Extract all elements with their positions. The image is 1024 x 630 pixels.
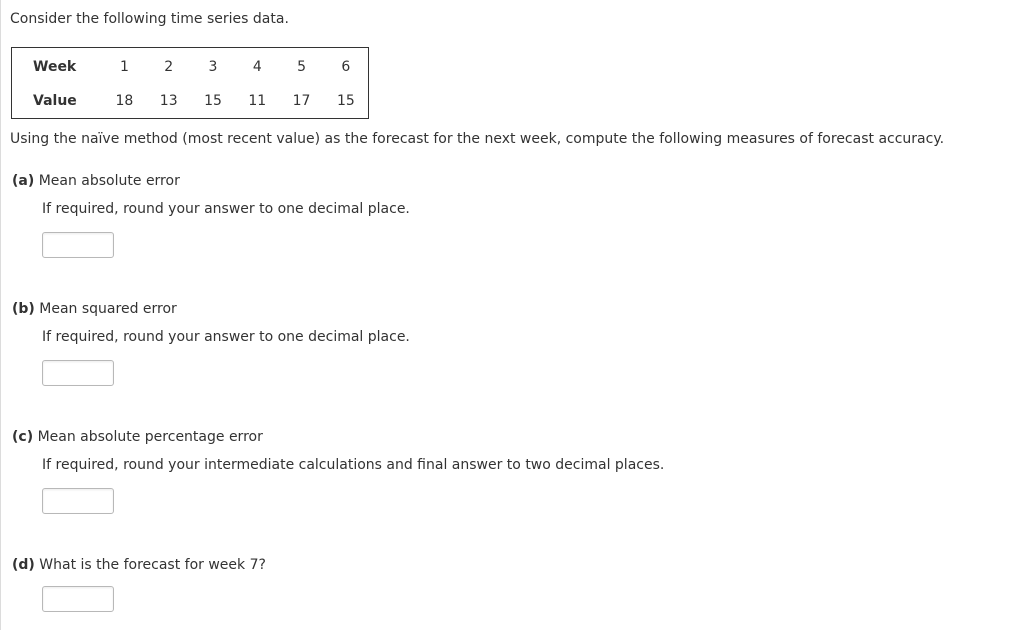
part-d-letter: (d) xyxy=(12,557,35,573)
part-c-label: Mean absolute percentage error xyxy=(37,429,263,445)
week-row xyxy=(12,48,369,85)
part-d-label: What is the forecast for week 7? xyxy=(39,557,266,573)
week-header: Week xyxy=(33,59,77,75)
value-cell: 17 xyxy=(292,93,311,109)
value-cell: 15 xyxy=(204,93,222,109)
value-header: Value xyxy=(33,93,77,109)
part-d xyxy=(12,557,266,573)
instructions-text: Using the naïve method (most recent value) as the forecast for the next week, compute the following measures of forecast accuracy. xyxy=(10,131,945,147)
part-c-answer-input[interactable] xyxy=(42,488,114,514)
value-cell: 15 xyxy=(336,93,355,109)
part-b-answer-input[interactable] xyxy=(42,360,114,386)
part-d-title xyxy=(12,557,266,573)
part-b-label: Mean squared error xyxy=(39,301,177,317)
part-a xyxy=(12,173,410,217)
intro-text: Consider the following time series data. xyxy=(10,11,289,27)
part-c-hint: If required, round your intermediate calculations and final answer to two decimal places. xyxy=(42,457,665,473)
part-c-title xyxy=(12,429,664,445)
part-a-letter: (a) xyxy=(12,173,35,189)
value-cell: 18 xyxy=(115,93,134,109)
value-cell: 11 xyxy=(248,93,267,109)
part-b-letter: (b) xyxy=(12,301,35,317)
week-cell: 6 xyxy=(341,59,351,75)
part-a-answer-input[interactable] xyxy=(42,232,114,258)
value-cell: 13 xyxy=(159,93,178,109)
part-b-title xyxy=(12,301,410,317)
week-cell: 5 xyxy=(297,59,307,75)
part-a-label: Mean absolute error xyxy=(38,173,180,189)
time-series-table xyxy=(11,47,369,119)
part-a-title xyxy=(12,173,410,189)
part-c xyxy=(12,429,664,473)
week-cell: 1 xyxy=(119,59,129,75)
part-c-letter: (c) xyxy=(12,429,34,445)
value-row xyxy=(12,84,369,119)
part-b-hint: If required, round your answer to one decimal place. xyxy=(42,329,410,345)
part-d-answer-input[interactable] xyxy=(42,586,114,612)
week-cell: 4 xyxy=(252,59,262,75)
part-b xyxy=(12,301,410,345)
left-divider xyxy=(0,0,1,630)
week-cell: 2 xyxy=(164,59,174,75)
part-a-hint: If required, round your answer to one decimal place. xyxy=(42,201,410,217)
week-cell: 3 xyxy=(208,59,218,75)
